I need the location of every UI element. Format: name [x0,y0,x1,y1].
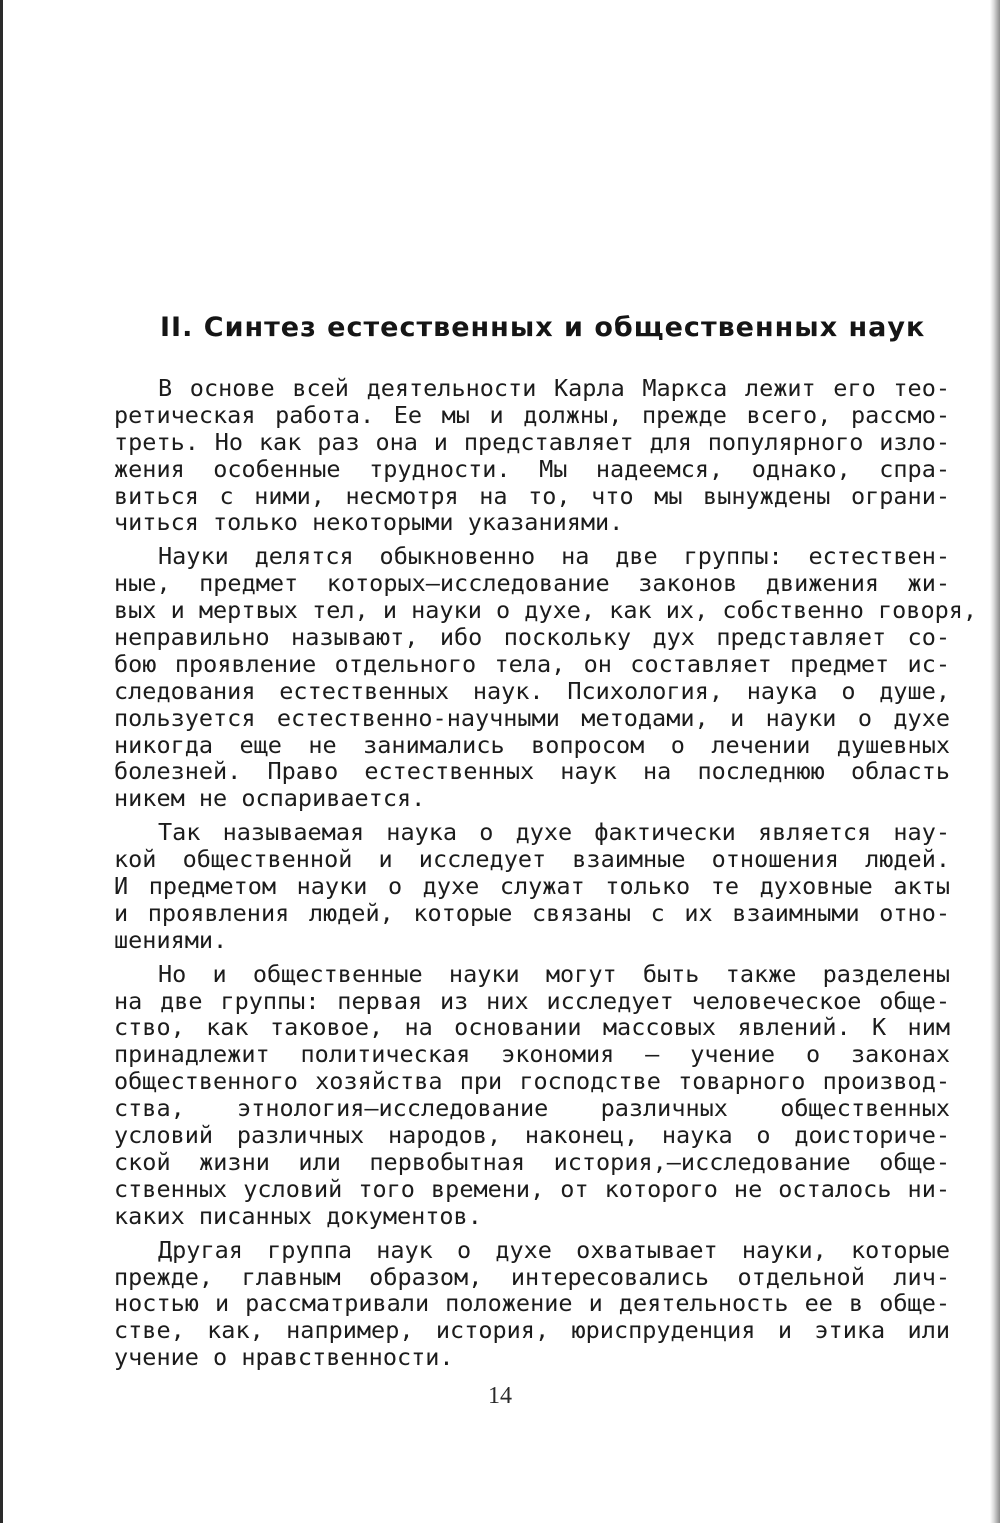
scan-edge-right [990,0,1000,1523]
text-line: неправильно называют, ибо поскольку дух представляет со- [114,623,950,652]
text-line: следования естественных наук. Психология, наука о душе, [114,676,950,705]
text-line: ретическая работа. Ее мы и должны, прежде всего, рассмо- [114,400,950,429]
scan-edge-left [0,0,3,1523]
paragraph-2 [114,542,978,813]
text-line: принадлежит политическая экономия — учение о законах [114,1040,950,1069]
text-line: ственных условий того времени, от которого не осталось ни- [114,1174,950,1203]
paragraph-3 [114,819,950,953]
text-line: на две группы: первая из них исследует человеческое обще- [114,986,950,1015]
text-line: читься только некоторыми указаниями. [114,508,624,537]
paragraph-1 [114,375,950,536]
text-line: Науки делятся обыкновенно на две группы: естествен- [158,542,950,571]
text-line: ные, предмет которых—исследование законов движения жи- [114,569,950,598]
chapter-title: II. Синтез естественных и общественных наук [160,312,926,343]
text-line: ство, как таковое, на основании массовых явлений. К ним [114,1013,950,1042]
text-line: бою проявление отдельного тела, он составляет предмет ис- [114,649,950,678]
text-line: Но и общественные науки могут быть также разделены [158,959,950,988]
text-line: жения особенные трудности. Мы надеемся, однако, спра- [114,454,950,483]
text-line: кой общественной и исследует взаимные отношения людей. [114,845,950,874]
text-line: треть. Но как раз она и представляет для популярного изло- [114,427,950,456]
text-line: шениями. [114,925,228,954]
paragraph-5 [114,1237,950,1371]
text-line: И предметом науки о духе служат только те духовные акты [114,872,950,901]
text-line: условий различных народов, наконец, наука о доисториче- [114,1121,950,1150]
text-line: виться с ними, несмотря на то, что мы вынуждены ограни- [114,481,950,510]
paragraph-4 [114,961,950,1230]
text-line: вых и мертвых тел, и науки о духе, как их, собственно говоря, [114,596,978,625]
text-line: болезней. Право естественных наук на последнюю область [114,757,950,786]
text-line: и проявления людей, которые связаны с их взаимными отно- [114,898,950,927]
text-line: ства, этнология—исследование различных общественных [114,1094,950,1123]
text-line: прежде, главным образом, интересовались отдельной лич- [114,1262,950,1291]
text-line: В основе всей деятельности Карла Маркса лежит его тео- [158,374,950,402]
text-line: ской жизни или первобытная история,—исследование обще- [114,1147,950,1176]
text-line: каких писанных документов. [114,1201,482,1230]
page-number: 14 [488,1383,512,1409]
text-line: стве, как, например, история, юриспруденция и этика или [114,1316,950,1345]
text-line: Другая группа наук о духе охватывает науки, которые [158,1235,950,1264]
text-line: пользуется естественно-научными методами, и науки о духе [114,703,950,732]
text-line: общественного хозяйства при господстве товарного производ- [114,1067,950,1096]
text-line: учение о нравственности. [114,1343,454,1372]
text-line: Так называемая наука о духе фактически является нау- [158,818,950,847]
text-line: никем не оспаривается. [114,784,426,813]
text-line: никогда еще не занимались вопросом о лечении душевных [114,730,950,759]
body-text [114,374,978,1378]
text-line: ностью и рассматривали положение и деятельность ее в обще- [114,1289,950,1318]
